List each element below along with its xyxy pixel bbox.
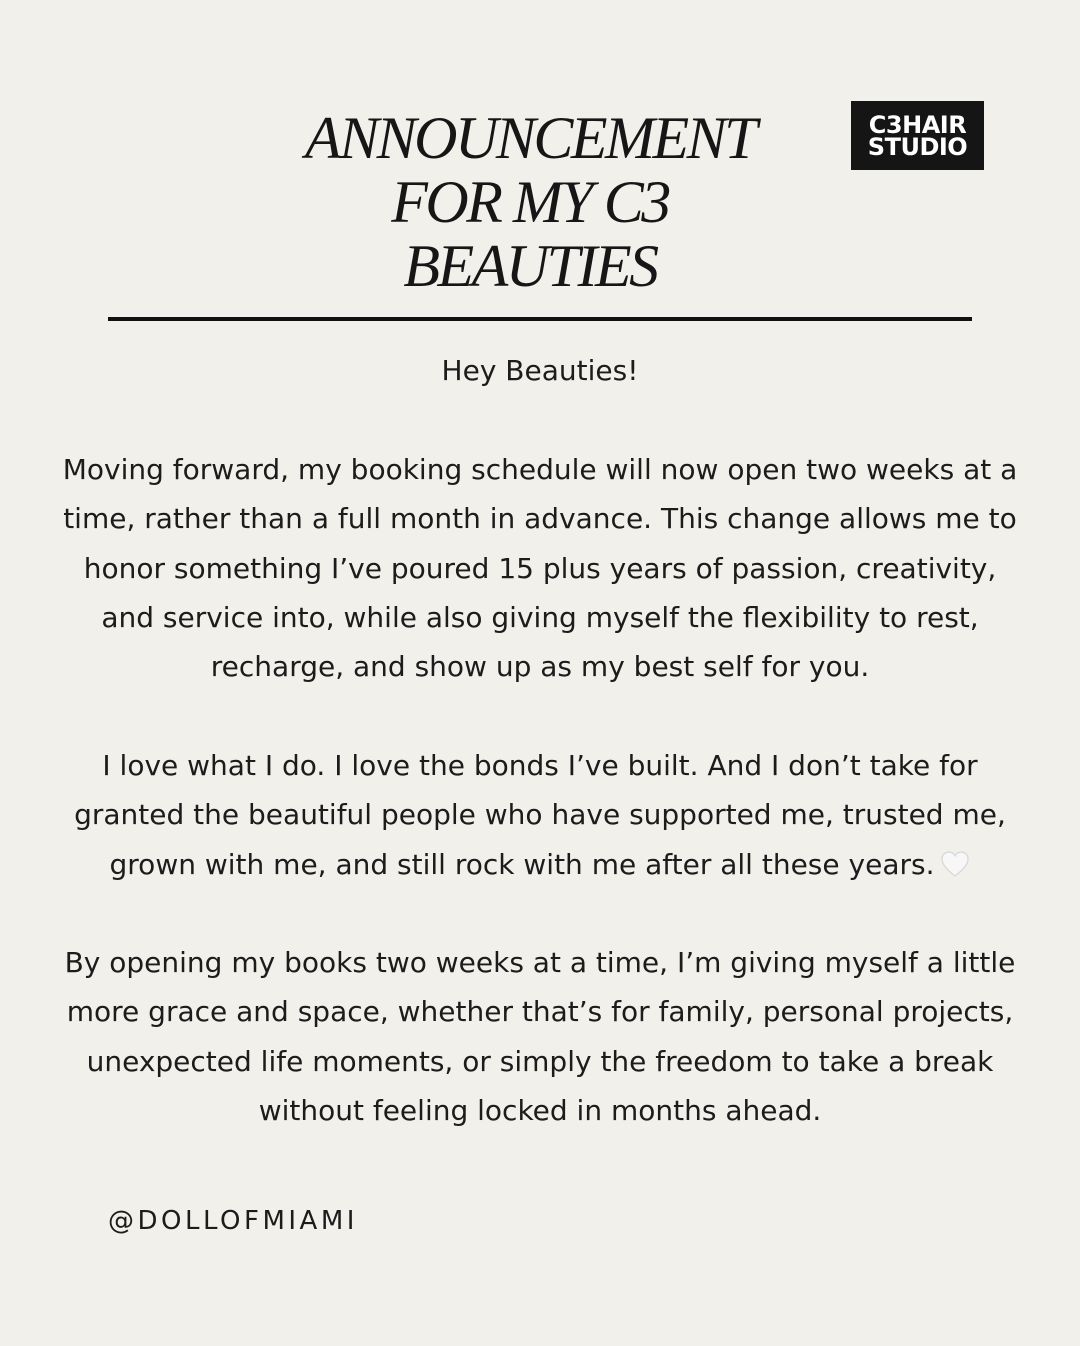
title-divider	[108, 317, 972, 321]
paragraph-line: recharge, and show up as my best self for you.	[210, 650, 870, 684]
paragraph-line: By opening my books two weeks at a time, I’m giving myself a little	[64, 946, 1016, 979]
white-heart-icon	[940, 850, 970, 878]
paragraph-line: granted the beautiful people who have supported me, trusted me,	[74, 798, 1006, 832]
paragraph-line: and service into, while also giving myself the flexibility to rest,	[101, 600, 979, 634]
paragraph-line: unexpected life moments, or simply the freedom to take a break	[86, 1044, 994, 1078]
greeting-text: Hey Beauties!	[441, 354, 639, 387]
logo-line-2: STUDIO	[867, 132, 968, 161]
paragraph-line-with-emoji	[20, 840, 1060, 889]
paragraph-grace-and-space	[20, 938, 1060, 1135]
c3-hair-studio-logo	[851, 101, 984, 170]
instagram-handle: @DOLLOFMIAMI	[108, 1206, 358, 1236]
title-line-2: FOR MY C3	[391, 169, 669, 235]
logo-line-1: C3HAIR	[868, 110, 967, 139]
paragraph-line: more grace and space, whether that’s for family, personal projects,	[66, 995, 1014, 1029]
title-line-1: ANNOUNCEMENT	[304, 105, 756, 171]
paragraph-line: honor something I’ve poured 15 plus years of passion, creativity,	[83, 551, 997, 585]
paragraph-line: time, rather than a full month in advance. This change allows me to	[63, 502, 1017, 536]
title-line-3: BEAUTIES	[403, 233, 657, 299]
announcement-title	[250, 106, 810, 298]
paragraph-line: grown with me, and still rock with me after all these years.	[109, 847, 935, 881]
paragraph-line: Moving forward, my booking schedule will now open two weeks at a	[62, 453, 1018, 486]
paragraph-booking-change	[20, 445, 1060, 691]
paragraph-line: I love what I do. I love the bonds I’ve built. And I don’t take for	[102, 749, 978, 782]
paragraph-gratitude	[20, 741, 1060, 889]
paragraph-line: without feeling locked in months ahead.	[258, 1093, 822, 1127]
greeting	[20, 346, 1060, 395]
